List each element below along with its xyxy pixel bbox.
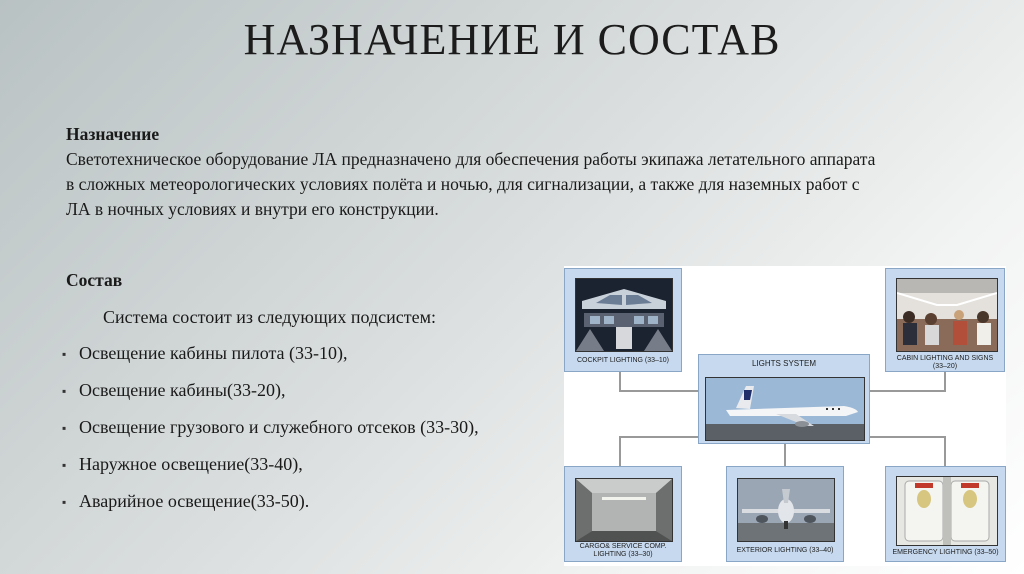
composition-heading: Состав xyxy=(66,270,123,290)
list-item-text: Наружное освещение(33-40), xyxy=(79,454,303,474)
cabin-caption-line: CABIN LIGHTING AND SIGNS xyxy=(896,355,994,362)
list-item xyxy=(62,491,479,528)
list-item xyxy=(62,417,479,454)
purpose-line: в сложных метеорологических условиях полёта и ночью, для сигнализации, а также для наземных работ с xyxy=(66,174,860,194)
connector-line xyxy=(619,436,621,466)
purpose-line: ЛА в ночных условиях и внутри его конструкции. xyxy=(66,199,439,219)
bullet-icon: ▪ xyxy=(62,495,67,509)
purpose-section xyxy=(66,122,986,222)
purpose-line: Светотехническое оборудование ЛА предназначено для обеспечения работы экипажа летательного аппарата xyxy=(66,149,876,169)
cargo-caption-line: LIGHTING (33–30) xyxy=(593,551,653,558)
bullet-icon: ▪ xyxy=(62,347,67,361)
cockpit-photo xyxy=(575,278,673,352)
list-item-text: Аварийное освещение(33-50). xyxy=(79,491,310,511)
emergency-lighting-box xyxy=(885,466,1006,562)
list-item-text: Освещение грузового и служебного отсеков (33-30), xyxy=(79,417,479,437)
connector-line xyxy=(870,436,946,438)
lights-system-box xyxy=(698,354,870,444)
cabin-caption-line: (33–20) xyxy=(932,363,958,370)
emergency-caption: EMERGENCY LIGHTING (33–50) xyxy=(892,549,999,556)
list-item-text: Освещение кабины пилота (33-10), xyxy=(79,343,348,363)
connector-line xyxy=(619,390,699,392)
cockpit-caption: COCKPIT LIGHTING (33–10) xyxy=(576,357,670,364)
emergency-photo xyxy=(896,476,998,546)
cargo-lighting-box xyxy=(564,466,682,562)
cabin-lighting-box xyxy=(885,268,1005,372)
connector-line xyxy=(944,372,946,392)
lights-system-label: LIGHTS SYSTEM xyxy=(751,359,816,368)
lights-system-diagram xyxy=(564,266,1006,566)
list-item xyxy=(62,454,479,491)
list-item xyxy=(62,380,479,417)
subsystem-list xyxy=(62,343,479,528)
connector-line xyxy=(870,390,946,392)
cabin-photo xyxy=(896,278,998,352)
bullet-icon: ▪ xyxy=(62,458,67,472)
cockpit-lighting-box xyxy=(564,268,682,372)
exterior-caption: EXTERIOR LIGHTING (33–40) xyxy=(736,547,834,554)
connector-line xyxy=(784,444,786,466)
bullet-icon: ▪ xyxy=(62,384,67,398)
list-item xyxy=(62,343,479,380)
exterior-photo xyxy=(737,478,835,542)
connector-line xyxy=(619,372,621,392)
exterior-lighting-box xyxy=(726,466,844,562)
slide-title: НАЗНАЧЕНИЕ И СОСТАВ xyxy=(243,15,781,64)
connector-line xyxy=(619,436,699,438)
list-item-text: Освещение кабины(33-20), xyxy=(79,380,286,400)
aircraft-photo xyxy=(705,377,865,441)
connector-line xyxy=(944,436,946,466)
purpose-heading: Назначение xyxy=(66,124,160,144)
bullet-icon: ▪ xyxy=(62,421,67,435)
cargo-photo xyxy=(575,478,673,542)
composition-intro: Система состоит из следующих подсистем: xyxy=(103,307,436,327)
cargo-caption-line: CARGO& SERVICE COMP. xyxy=(579,543,667,550)
